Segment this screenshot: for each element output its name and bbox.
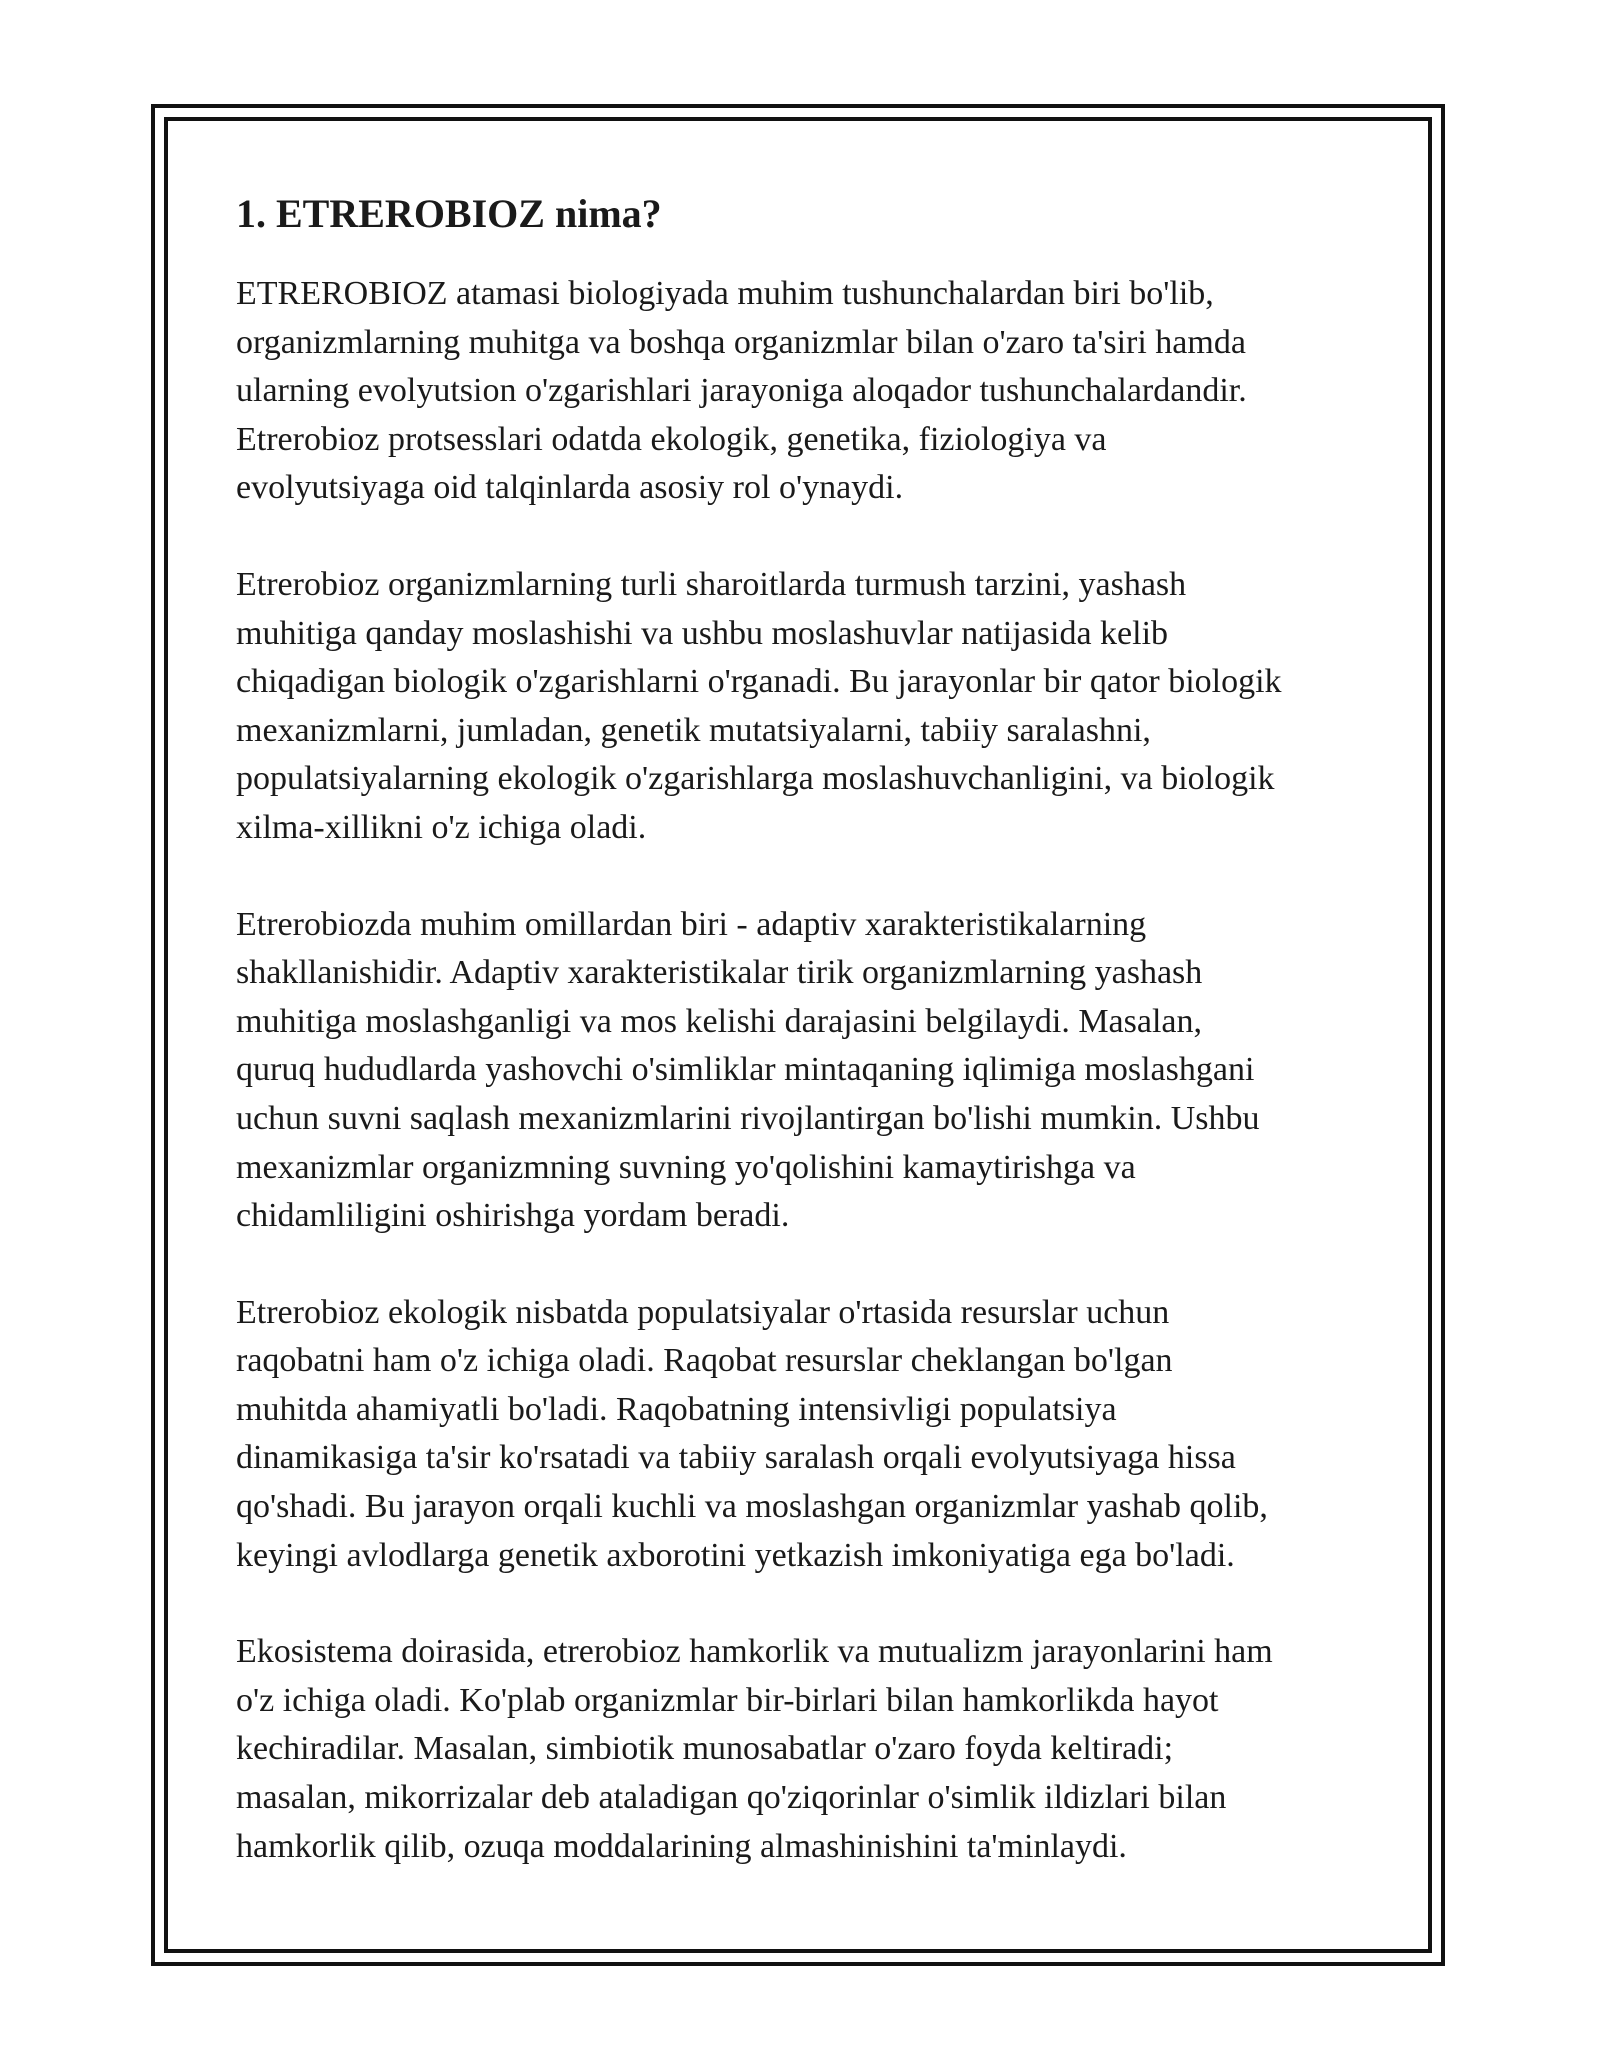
text-line: muhitiga moslashganligi va mos kelishi darajasini belgilaydi. Masalan,: [236, 1002, 1202, 1040]
text-line: o'z ichiga oladi. Ko'plab organizmlar bir-birlari bilan hamkorlikda hayot: [236, 1681, 1219, 1719]
text-line: qo'shadi. Bu jarayon orqali kuchli va moslashgan organizmlar yashab qolib,: [236, 1488, 1268, 1526]
text-line: uchun suvni saqlash mexanizmlarini rivojlantirgan bo'lishi mumkin. Ushbu: [236, 1099, 1260, 1137]
text-line: chidamliligini oshirishga yordam beradi.: [236, 1197, 790, 1235]
text-line: hamkorlik qilib, ozuqa moddalarining almashinishini ta'minlaydi.: [236, 1827, 1127, 1865]
text-line: ularning evolyutsion o'zgarishlari jarayoniga aloqador tushunchalardandir.: [236, 372, 1247, 410]
document-body: [236, 186, 1386, 1919]
text-line: evolyutsiyaga oid talqinlarda asosiy rol o'ynaydi.: [236, 469, 904, 507]
paragraph-2: [236, 561, 1386, 853]
text-line: Etrerobioz organizmlarning turli sharoitlarda turmush tarzini, yashash: [236, 565, 1187, 603]
text-line: quruq hududlarda yashovchi o'simliklar mintaqaning iqlimiga moslashgani: [236, 1051, 1255, 1089]
text-line: raqobatni ham o'z ichiga oladi. Raqobat resurslar cheklangan bo'lgan: [236, 1342, 1173, 1380]
paragraph-4: [236, 1289, 1386, 1581]
text-line: muhitiga qanday moslashishi va ushbu moslashuvlar natijasida kelib: [236, 614, 1169, 652]
text-line: ETREROBIOZ atamasi biologiyada muhim tushunchalardan biri bo'lib,: [236, 275, 1214, 312]
text-line: chiqadigan biologik o'zgarishlarni o'rganadi. Bu jarayonlar bir qator biologik: [236, 663, 1282, 701]
text-line: mexanizmlarni, jumladan, genetik mutatsiyalarni, tabiiy saralashni,: [236, 711, 1151, 749]
text-line: kechiradilar. Masalan, simbiotik munosabatlar o'zaro foyda keltiradi;: [236, 1730, 1174, 1768]
text-line: shakllanishidir. Adaptiv xarakteristikalar tirik organizmlarning yashash: [236, 954, 1203, 992]
text-line: dinamikasiga ta'sir ko'rsatadi va tabiiy saralash orqali evolyutsiyaga hissa: [236, 1439, 1236, 1477]
text-line: xilma-xillikni o'z ichiga oladi.: [236, 808, 647, 846]
paragraph-5: [236, 1628, 1386, 1871]
text-line: populatsiyalarning ekologik o'zgarishlarga moslashuvchanligini, va biologik: [236, 760, 1275, 798]
text-line: muhitda ahamiyatli bo'ladi. Raqobatning intensivligi populatsiya: [236, 1390, 1117, 1428]
text-line: masalan, mikorrizalar deb ataladigan qo'ziqorinlar o'simlik ildizlari bilan: [236, 1779, 1227, 1817]
section-heading: 1. ETREROBIOZ nima?: [236, 191, 662, 236]
paragraph-1: [236, 270, 1386, 513]
text-line: Etrerobiozda muhim omillardan biri - adaptiv xarakteristikalarning: [236, 905, 1147, 943]
text-line: keyingi avlodlarga genetik axborotini yetkazish imkoniyatiga ega bo'ladi.: [236, 1536, 1235, 1574]
text-line: mexanizmlar organizmning suvning yo'qolishini kamaytirishga va: [236, 1148, 1136, 1186]
text-line: organizmlarning muhitga va boshqa organizmlar bilan o'zaro ta'siri hamda: [236, 323, 1246, 361]
paragraph-3: [236, 901, 1386, 1241]
text-line: Ekosistema doirasida, etrerobioz hamkorlik va mutualizm jarayonlarini ham: [236, 1633, 1273, 1671]
text-line: Etrerobioz protsesslari odatda ekologik, genetika, fiziologiya va: [236, 420, 1107, 458]
text-line: Etrerobioz ekologik nisbatda populatsiyalar o'rtasida resurslar uchun: [236, 1293, 1170, 1331]
